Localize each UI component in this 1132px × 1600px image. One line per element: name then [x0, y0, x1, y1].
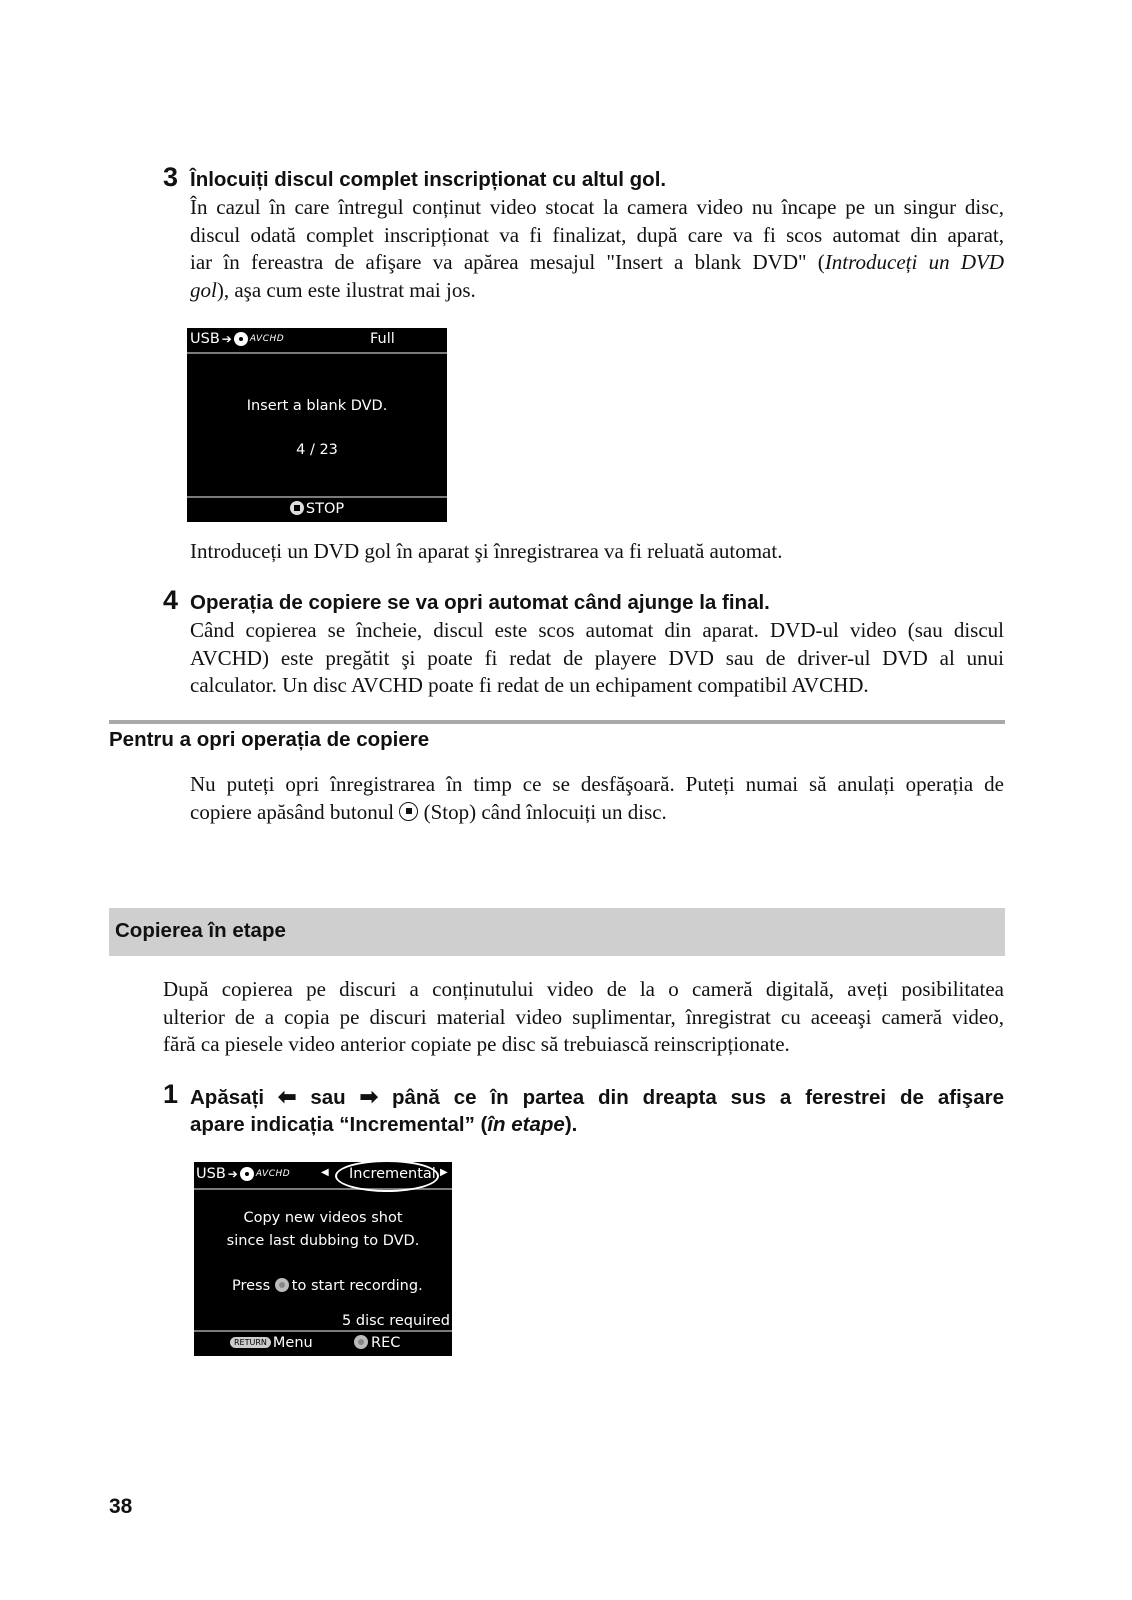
mode-left-arrow-icon: ◀ [321, 1167, 329, 1178]
lcd-disc-required: 5 disc required [342, 1313, 450, 1329]
step-4-number: 4 [163, 585, 179, 615]
step-1-number: 1 [163, 1079, 179, 1109]
return-button-icon: RETURN [230, 1337, 271, 1348]
lcd-bottom-bar [194, 1330, 452, 1356]
incremental-intro-line: ulterior de a copia pe discuri material video suplimentar, înregistrat cu aceeaşi cameră video, [163, 1004, 1004, 1029]
step-1-title-line2: apare indicația “Incremental” (în etape). [190, 1113, 578, 1136]
disc-icon [234, 332, 248, 346]
step-4-title: Operația de copiere se va opri automat când ajunge la final. [190, 591, 770, 614]
section-divider [109, 720, 1005, 724]
lcd-top-bar [194, 1162, 452, 1190]
stop-section-line: Nu puteți opri înregistrarea în timp ce se desfăşoară. Puteți numai să anulați operația de [190, 772, 1004, 796]
lcd-bottom-bar [187, 496, 447, 522]
step-3-body-line: În cazul în care întregul conținut video stocat la camera video nu încape pe un singur disc, [190, 195, 1004, 219]
arrow-icon: ➔ [221, 332, 232, 346]
disc-icon [240, 1167, 254, 1181]
step-1-title-line1: Apăsați ⬅ sau ➡ până ce în partea din dreapta sus a ferestrei de afişare [190, 1084, 1004, 1109]
status-full: Full [370, 331, 395, 347]
lcd-press-line: Press to start recording. [232, 1278, 423, 1294]
lcd-line-2: since last dubbing to DVD. [226, 1233, 420, 1249]
left-arrow-icon: ⬅ [277, 1084, 297, 1109]
arrow-icon: ➔ [227, 1167, 238, 1181]
lcd-top-bar [187, 328, 447, 354]
rec-button-icon [354, 1335, 368, 1349]
stop-indicator: STOP [187, 501, 447, 517]
step-3-number: 3 [163, 162, 179, 192]
rec-button-icon [275, 1278, 289, 1292]
mode-label: Incremental [349, 1166, 436, 1182]
lcd-line-1: Copy new videos shot [243, 1210, 403, 1226]
lcd-counter: 4 / 23 [296, 442, 338, 458]
stop-section-body [190, 771, 1004, 826]
section-heading-band [109, 908, 1005, 956]
step-4-body [190, 617, 1004, 700]
incremental-intro-line: fără ca piesele video anterior copiate pe disc să trebuiască reinscripționate. [163, 1032, 790, 1056]
stop-section-heading: Pentru a opri operația de copiere [109, 728, 430, 751]
mode-right-arrow-icon: ▶ [440, 1167, 448, 1178]
incremental-intro-line: După copierea pe discuri a conținutului video de la o cameră digitală, aveți posibilitatea [163, 977, 1004, 1001]
step-4-body-line: calculator. Un disc AVCHD poate fi redat de un echipament compatibil AVCHD. [190, 673, 869, 697]
step-3-after-screen: Introduceți un DVD gol în aparat şi înregistrarea va fi reluată automat. [190, 539, 783, 563]
right-arrow-icon: ➡ [359, 1084, 379, 1109]
usb-avchd-indicator: USB ➔ AVCHD [196, 1166, 291, 1182]
lcd-message: Insert a blank DVD. [246, 398, 388, 414]
step-3-body-line: iar în fereastra de afişare va apărea mesajul "Insert a blank DVD" (Introduceți un DVD [190, 250, 1004, 274]
rec-indicator: REC [354, 1335, 400, 1351]
stop-section-line: copiere apăsând butonul (Stop) când înlocuiți un disc. [190, 799, 667, 824]
step-3-body [190, 194, 1004, 304]
page-number: 38 [109, 1495, 133, 1518]
stop-button-icon [399, 802, 418, 821]
incremental-intro [163, 976, 1004, 1059]
step-4-body-line: AVCHD) este pregătit şi poate fi redat de playere DVD sau de driver-ul DVD al unui [190, 645, 1004, 670]
step-3-body-line: discul odată complet inscripționat va fi finalizat, după care va fi scos automat din aparat, [190, 222, 1004, 247]
return-menu-indicator: RETURN Menu [230, 1335, 313, 1351]
lcd-screen-insert-dvd [187, 328, 447, 522]
lcd-screen-incremental [194, 1162, 452, 1356]
step-4-body-line: Când copierea se încheie, discul este scos automat din aparat. DVD-ul video (sau discul [190, 618, 1004, 642]
step-3-body-line: gol), aşa cum este ilustrat mai jos. [190, 277, 476, 302]
section-heading: Copierea în etape [115, 919, 286, 942]
usb-avchd-indicator: USB ➔ AVCHD [190, 331, 285, 347]
stop-button-icon [290, 501, 304, 515]
step-3-title: Înlocuiți discul complet inscripționat cu altul gol. [190, 168, 667, 191]
